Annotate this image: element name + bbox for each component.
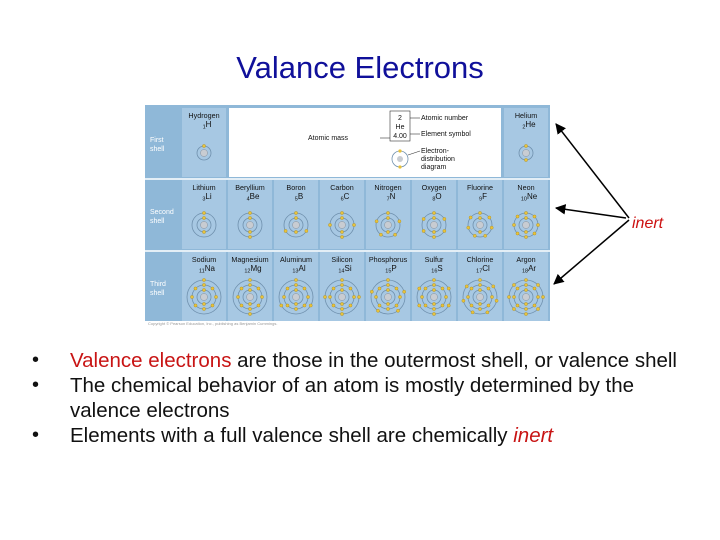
- element-symbol: 12Mg: [244, 264, 262, 275]
- electron: [386, 278, 389, 281]
- electron: [294, 230, 297, 233]
- electron: [533, 232, 536, 235]
- electron: [487, 304, 490, 307]
- electron: [524, 158, 527, 161]
- electron: [386, 302, 389, 305]
- electron: [524, 144, 527, 147]
- nucleus: [247, 222, 254, 229]
- element-cell: [182, 108, 226, 177]
- electron: [478, 302, 481, 305]
- element-symbol: 9F: [479, 192, 487, 203]
- electron-distribution-diagram: [145, 105, 550, 325]
- electron: [332, 287, 335, 290]
- electron: [524, 230, 527, 233]
- element-name: Helium: [514, 111, 538, 120]
- bullet-emphasis: inert: [513, 424, 554, 447]
- electron: [294, 307, 297, 310]
- legend-atomic-number: 2: [398, 115, 402, 122]
- electron: [328, 295, 331, 298]
- electron: [524, 211, 527, 214]
- element-symbol: 17Cl: [476, 264, 490, 275]
- electron: [248, 312, 251, 315]
- element-symbol: 14Si: [338, 264, 352, 275]
- electron: [386, 307, 389, 310]
- element-name: Phosphorus: [368, 255, 408, 264]
- electron: [294, 283, 297, 286]
- electron: [462, 299, 465, 302]
- electron: [441, 304, 444, 307]
- electron: [240, 287, 243, 290]
- electron: [447, 304, 450, 307]
- electron: [306, 295, 309, 298]
- electron: [294, 288, 297, 291]
- electron: [441, 287, 444, 290]
- element-symbol: 16S: [431, 264, 443, 275]
- electron: [478, 211, 481, 214]
- electron: [386, 288, 389, 291]
- nucleus: [385, 294, 392, 301]
- shell-label: shell: [150, 290, 165, 297]
- electron: [340, 216, 343, 219]
- electron: [386, 230, 389, 233]
- electron: [398, 220, 401, 223]
- bullet-text: The chemical behavior of an atom is mostly determined by the valence electrons: [70, 374, 635, 422]
- electron: [422, 217, 425, 220]
- electron: [340, 288, 343, 291]
- element-symbol: 5B: [294, 192, 304, 203]
- electron: [393, 233, 396, 236]
- electron: [202, 307, 205, 310]
- nucleus: [339, 294, 346, 301]
- bullet-item: [30, 423, 710, 448]
- element-cell: [458, 252, 502, 321]
- electron: [190, 295, 193, 298]
- element-name: Argon: [516, 255, 536, 264]
- nucleus: [431, 222, 438, 229]
- electron: [248, 307, 251, 310]
- nucleus: [523, 150, 530, 157]
- element-symbol: 11Na: [199, 264, 215, 275]
- electron: [533, 304, 536, 307]
- element-symbol: 1H: [202, 120, 212, 131]
- electron: [349, 304, 352, 307]
- nucleus: [201, 294, 208, 301]
- electron: [484, 234, 487, 237]
- electron: [214, 295, 217, 298]
- electron: [305, 229, 308, 232]
- electron: [486, 311, 489, 314]
- element-symbol: 4Be: [246, 192, 260, 203]
- electron: [374, 295, 377, 298]
- electron: [340, 211, 343, 214]
- element-cell: [228, 180, 272, 249]
- electron: [432, 211, 435, 214]
- legend-distribution-label: Electron-distribution diagram: [421, 148, 455, 171]
- element-cell: [320, 252, 364, 321]
- element-cell: [182, 180, 226, 249]
- electron: [202, 288, 205, 291]
- electron: [418, 304, 421, 307]
- element-symbol: 3Li: [202, 192, 212, 203]
- electron: [240, 304, 243, 307]
- electron: [478, 307, 481, 310]
- copyright-credit: Copyright © Pearson Education, Inc., publishing as Benjamin Cummings.: [148, 321, 278, 326]
- nucleus: [293, 294, 300, 301]
- electron: [303, 287, 306, 290]
- electron: [470, 304, 473, 307]
- nucleus: [523, 222, 530, 229]
- electron: [309, 304, 312, 307]
- shell-label: Second: [150, 209, 174, 216]
- electron: [512, 283, 515, 286]
- electron: [284, 229, 287, 232]
- electron: [478, 283, 481, 286]
- legend-electron: [398, 165, 401, 168]
- electron: [248, 302, 251, 305]
- electron: [386, 211, 389, 214]
- electron: [469, 216, 472, 219]
- electron: [516, 304, 519, 307]
- element-symbol: 10Ne: [520, 192, 538, 203]
- element-cell: [274, 252, 318, 321]
- element-cell: [320, 180, 364, 249]
- element-cell: [366, 180, 410, 249]
- electron: [524, 312, 527, 315]
- inert-label: inert: [632, 215, 664, 232]
- electron: [487, 287, 490, 290]
- electron: [340, 278, 343, 281]
- electron: [432, 307, 435, 310]
- electron: [418, 287, 421, 290]
- electron: [470, 287, 473, 290]
- shell-label: shell: [150, 218, 165, 225]
- nucleus: [339, 222, 346, 229]
- element-name: Sodium: [191, 255, 217, 264]
- electron: [495, 299, 498, 302]
- electron: [488, 216, 491, 219]
- element-name: Oxygen: [421, 183, 447, 192]
- arrow-to-neon: [556, 208, 626, 218]
- electron: [478, 216, 481, 219]
- legend-mass: 4.00: [393, 133, 407, 140]
- electron: [282, 295, 285, 298]
- element-cell: [412, 252, 456, 321]
- electron: [294, 278, 297, 281]
- electron: [202, 283, 205, 286]
- electron: [478, 230, 481, 233]
- electron: [536, 307, 539, 310]
- arrow-to-argon: [554, 220, 629, 284]
- electron: [478, 288, 481, 291]
- electron: [194, 304, 197, 307]
- element-symbol: 15P: [385, 264, 397, 275]
- electron: [357, 295, 360, 298]
- electron: [432, 283, 435, 286]
- nucleus: [201, 150, 208, 157]
- periodic-table-svg: [145, 105, 550, 325]
- electron: [202, 230, 205, 233]
- element-symbol: 7N: [386, 192, 396, 203]
- electron: [379, 233, 382, 236]
- electron: [340, 312, 343, 315]
- electron: [202, 211, 205, 214]
- electron: [303, 304, 306, 307]
- legend-nucleus: [397, 156, 403, 162]
- legend-atomic-number-label: Atomic number: [421, 115, 469, 122]
- electron: [248, 283, 251, 286]
- electron: [248, 235, 251, 238]
- bullet-text: Elements with a full valence shell are chemically: [70, 424, 514, 447]
- element-name: Boron: [286, 183, 306, 192]
- electron: [340, 307, 343, 310]
- electron: [194, 287, 197, 290]
- electron: [432, 288, 435, 291]
- electron: [352, 295, 355, 298]
- element-name: Fluorine: [467, 183, 493, 192]
- electron: [432, 235, 435, 238]
- element-symbol: 2He: [522, 120, 536, 131]
- element-cell: [458, 180, 502, 249]
- shell-label: Third: [150, 281, 166, 288]
- electron: [248, 216, 251, 219]
- electron: [340, 283, 343, 286]
- electron: [395, 287, 398, 290]
- electron: [248, 211, 251, 214]
- electron: [507, 295, 510, 298]
- electron: [286, 304, 289, 307]
- shell-label: shell: [150, 146, 165, 153]
- electron: [248, 230, 251, 233]
- electron: [202, 216, 205, 219]
- electron: [490, 295, 493, 298]
- electron: [524, 235, 527, 238]
- nucleus: [431, 294, 438, 301]
- electron: [294, 211, 297, 214]
- electron: [533, 287, 536, 290]
- nucleus: [201, 222, 208, 229]
- electron: [260, 295, 263, 298]
- bullet-item: [30, 348, 710, 373]
- electron: [471, 311, 474, 314]
- bullet-text: are those in the outermost shell, or valence shell: [231, 349, 677, 372]
- electron: [473, 234, 476, 237]
- element-name: Nitrogen: [374, 183, 402, 192]
- bullet-item: [30, 373, 710, 423]
- bullet-list: [30, 348, 710, 448]
- electron: [211, 287, 214, 290]
- nucleus: [477, 222, 484, 229]
- electron: [516, 232, 519, 235]
- electron: [516, 287, 519, 290]
- electron: [395, 304, 398, 307]
- electron: [396, 309, 399, 312]
- electron: [340, 235, 343, 238]
- electron: [323, 295, 326, 298]
- electron: [294, 216, 297, 219]
- electron: [432, 312, 435, 315]
- element-name: Magnesium: [231, 255, 269, 264]
- electron: [533, 215, 536, 218]
- electron: [424, 287, 427, 290]
- electron: [332, 304, 335, 307]
- element-name: Lithium: [192, 183, 216, 192]
- element-symbol: 8O: [432, 192, 442, 203]
- electron: [420, 295, 423, 298]
- element-cell: [228, 252, 272, 321]
- electron: [490, 226, 493, 229]
- electron: [422, 229, 425, 232]
- electron: [211, 304, 214, 307]
- electron: [202, 144, 205, 147]
- electron: [236, 295, 239, 298]
- electron: [516, 215, 519, 218]
- slide-title: Valance Electrons: [236, 50, 484, 85]
- element-symbol: 13Al: [292, 264, 306, 275]
- electron: [257, 304, 260, 307]
- electron: [443, 229, 446, 232]
- electron: [248, 288, 251, 291]
- electron: [340, 302, 343, 305]
- nucleus: [385, 222, 392, 229]
- electron: [492, 285, 495, 288]
- electron: [443, 217, 446, 220]
- element-name: Silicon: [331, 255, 353, 264]
- electron: [403, 290, 406, 293]
- element-cell: [274, 180, 318, 249]
- nucleus: [293, 222, 300, 229]
- electron: [378, 287, 381, 290]
- electron: [524, 288, 527, 291]
- electron: [375, 220, 378, 223]
- element-name: Beryllium: [235, 183, 265, 192]
- electron: [512, 307, 515, 310]
- element-name: Chlorine: [466, 255, 494, 264]
- electron: [376, 309, 379, 312]
- electron: [328, 223, 331, 226]
- element-name: Aluminum: [280, 255, 312, 264]
- element-name: Hydrogen: [188, 111, 220, 120]
- electron: [378, 304, 381, 307]
- element-symbol: 18Ar: [521, 264, 537, 275]
- shell-label: First: [150, 137, 164, 144]
- electron: [280, 304, 283, 307]
- electron: [370, 290, 373, 293]
- element-name: Neon: [517, 183, 535, 192]
- legend-symbol: He: [395, 124, 405, 131]
- electron: [524, 307, 527, 310]
- element-name: Carbon: [330, 183, 354, 192]
- nucleus: [523, 294, 530, 301]
- electron: [524, 216, 527, 219]
- electron: [512, 295, 515, 298]
- electron: [524, 278, 527, 281]
- electron: [286, 287, 289, 290]
- bullet-highlight: Valence electrons: [70, 349, 232, 372]
- electron: [432, 230, 435, 233]
- inert-arrows: [540, 110, 640, 300]
- electron: [466, 295, 469, 298]
- electron: [202, 302, 205, 305]
- electron: [248, 278, 251, 281]
- electron: [349, 287, 352, 290]
- electron: [257, 287, 260, 290]
- electron: [432, 302, 435, 305]
- electron: [432, 216, 435, 219]
- electron: [294, 302, 297, 305]
- electron: [512, 223, 515, 226]
- legend-electron: [398, 149, 401, 152]
- electron: [352, 223, 355, 226]
- legend-element-symbol-label: Element symbol: [421, 131, 471, 138]
- nucleus: [247, 294, 254, 301]
- electron: [478, 278, 481, 281]
- electron: [386, 283, 389, 286]
- arrow-to-helium: [556, 124, 629, 218]
- electron: [467, 226, 470, 229]
- electron: [386, 216, 389, 219]
- electron: [524, 283, 527, 286]
- electron: [340, 230, 343, 233]
- element-symbol: 6C: [340, 192, 350, 203]
- element-cell: [182, 252, 226, 321]
- electron: [202, 278, 205, 281]
- electron: [524, 302, 527, 305]
- electron: [424, 304, 427, 307]
- electron: [398, 295, 401, 298]
- nucleus: [477, 294, 484, 301]
- electron: [444, 295, 447, 298]
- legend-atomic-mass-label: Atomic mass: [308, 135, 349, 142]
- element-cell: [412, 180, 456, 249]
- electron: [447, 287, 450, 290]
- electron: [465, 285, 468, 288]
- element-cell: [366, 252, 410, 321]
- electron: [432, 278, 435, 281]
- element-name: Sulfur: [424, 255, 444, 264]
